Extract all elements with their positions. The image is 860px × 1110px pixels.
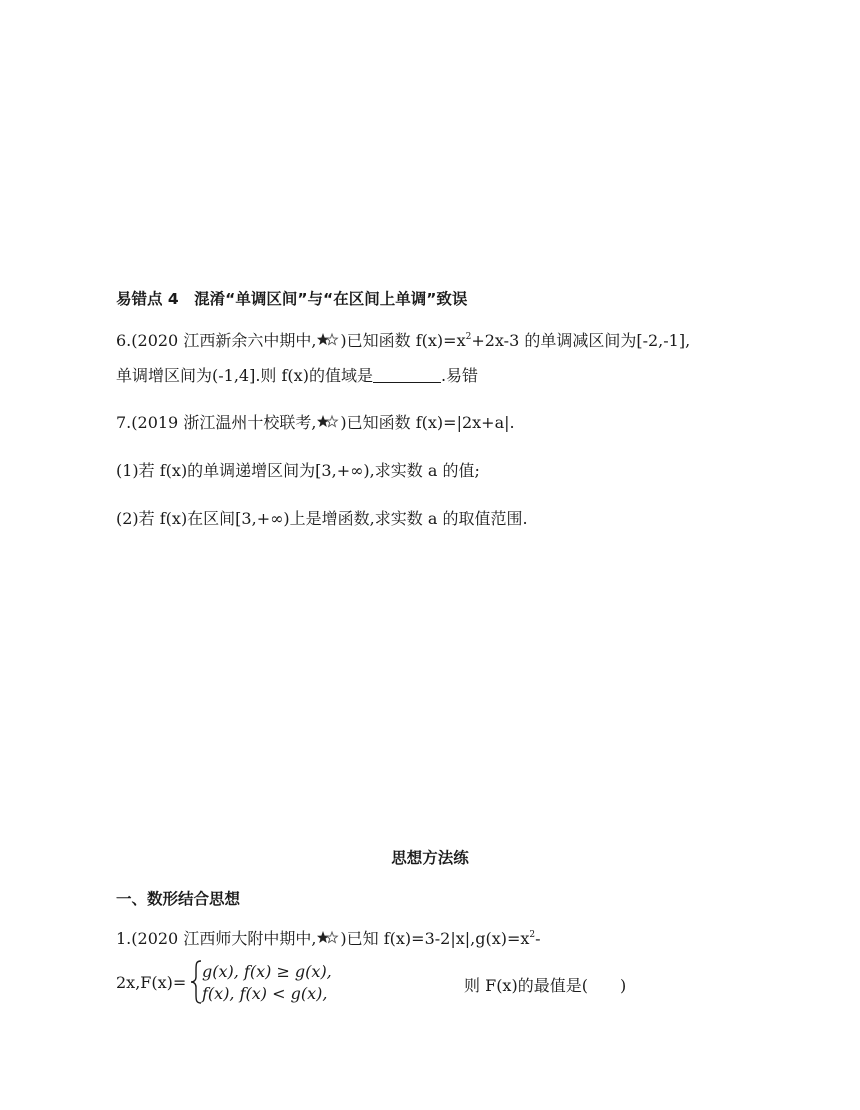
p1-source: 1.(2020 江西师大附中期中, [116, 929, 317, 948]
q6-decreasing: +2x-3 的单调减区间为[-2,-1], [471, 331, 691, 350]
q6-function: )已知函数 f(x)=x [340, 331, 466, 350]
answer-blank[interactable] [373, 366, 441, 383]
left-brace-icon [190, 960, 202, 1004]
piecewise-lead: 2x,F(x)= [116, 973, 187, 992]
p1-dash: - [535, 929, 541, 948]
question-6-line-1 [116, 330, 690, 352]
q6-source: 6.(2020 江西新余六中期中, [116, 331, 317, 350]
question-7-part-2: (2)若 f(x)在区间[3,+∞)上是增函数,求实数 a 的取值范围. [116, 509, 528, 528]
practice-subheading: 一、数形结合思想 [116, 890, 241, 908]
question-6-line-2 [116, 365, 478, 387]
section-heading: 易错点 4 混淆“单调区间”与“在区间上单调”致误 [116, 290, 468, 308]
q7-function: )已知函数 f(x)=|2x+a|. [340, 413, 515, 432]
question-7-line-1 [116, 412, 515, 434]
q6-increasing: 单调增区间为(-1,4].则 f(x)的值域是 [116, 366, 373, 385]
q6-tag: .易错 [440, 366, 479, 385]
piecewise-case-1: g(x), f(x) ≥ g(x), [202, 962, 332, 981]
practice-question-1-line-1 [116, 928, 541, 950]
q7-source: 7.(2019 浙江温州十校联考, [116, 413, 317, 432]
piecewise-question: 则 F(x)的最值是( ) [464, 976, 627, 995]
q6-exponent: 2 [465, 332, 472, 342]
practice-title: 思想方法练 [391, 849, 469, 867]
star-rating-icon [317, 414, 339, 430]
p1-functions: )已知 f(x)=3-2|x|,g(x)=x [340, 929, 530, 948]
star-rating-icon [317, 930, 339, 946]
piecewise-case-2: f(x), f(x) < g(x), [202, 984, 328, 1003]
p1-exponent: 2 [529, 930, 536, 940]
star-rating-icon [317, 332, 339, 348]
question-7-part-1: (1)若 f(x)的单调递增区间为[3,+∞),求实数 a 的值; [116, 461, 480, 480]
